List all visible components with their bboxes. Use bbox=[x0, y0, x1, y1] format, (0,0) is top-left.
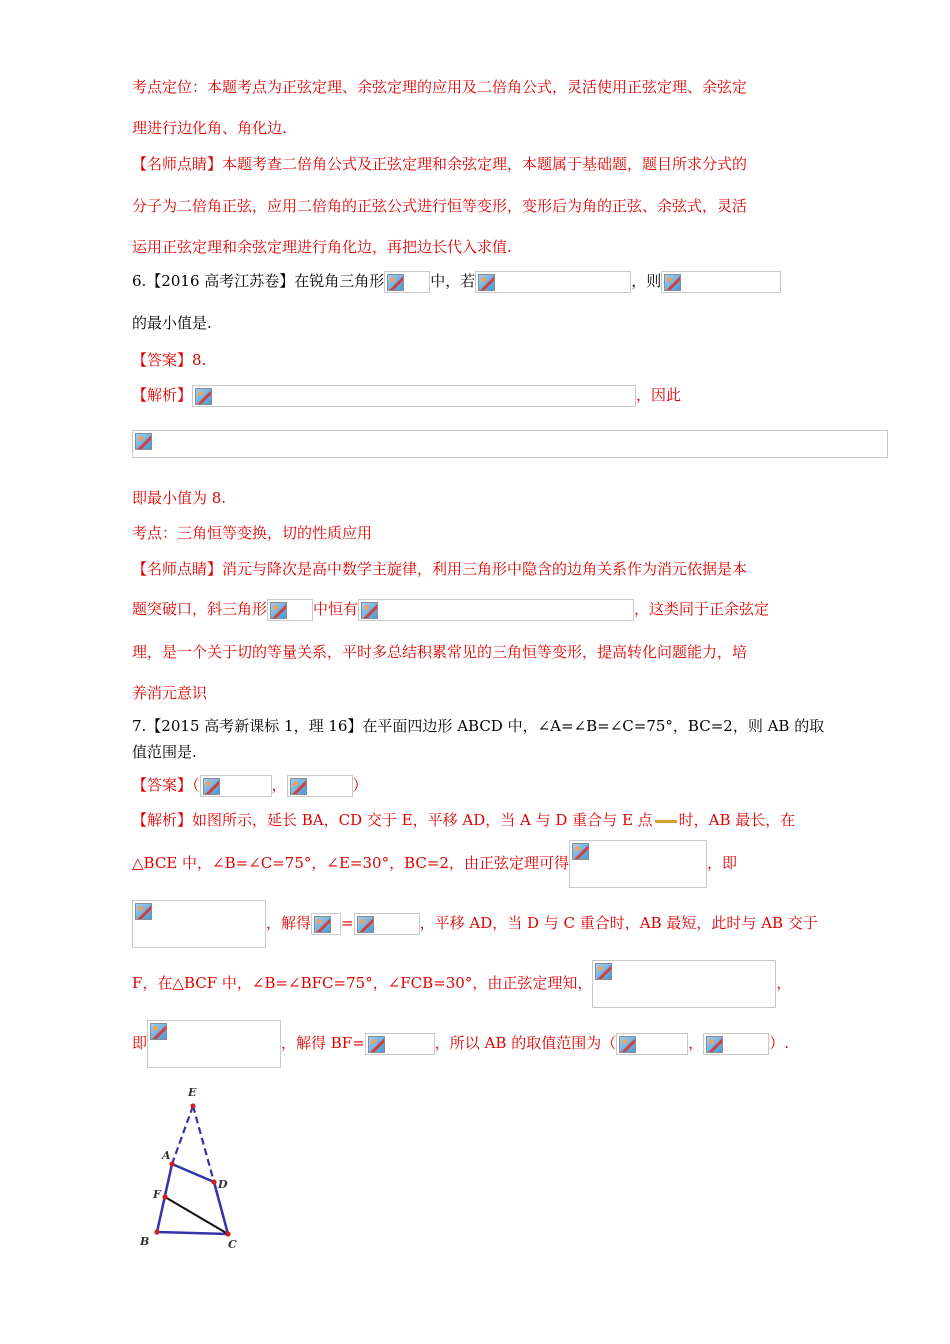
point-a bbox=[169, 1161, 174, 1166]
q6-tip-text-c: ，这类同于正余弦定 bbox=[634, 600, 770, 618]
q7-answer-c: ） bbox=[352, 776, 368, 794]
formula-image bbox=[200, 775, 272, 797]
q6-question-line-2: 的最小值是. bbox=[132, 314, 212, 332]
broken-image-icon bbox=[595, 963, 612, 980]
formula-image bbox=[358, 599, 634, 621]
q6-question-line bbox=[132, 270, 781, 293]
broken-image-icon bbox=[195, 388, 212, 405]
formula-image bbox=[192, 385, 636, 407]
q7-solution-h: F，在△BCF 中，∠B=∠BFC=75°，∠FCB=30°，由正弦定理知， bbox=[132, 974, 593, 992]
segment-bc bbox=[157, 1232, 228, 1234]
q6-text-c: ，则 bbox=[631, 272, 662, 290]
mingshi-line-1: 【名师点睛】本题考查二倍角公式及正弦定理和余弦定理，本题属于基础题，题目所求分式的 bbox=[132, 155, 748, 173]
dashed-line-de bbox=[193, 1106, 214, 1182]
q7-answer-b: ， bbox=[271, 776, 287, 794]
formula-image bbox=[592, 960, 776, 1008]
broken-image-icon bbox=[135, 433, 152, 450]
kaodian-line-2: 理进行边化角、角化边. bbox=[132, 119, 287, 137]
q7-solution-g: ，平移 AD，当 D 与 C 重合时，AB 最短，此时与 AB 交于 bbox=[419, 914, 818, 932]
point-e bbox=[190, 1103, 195, 1108]
broken-image-icon bbox=[135, 903, 152, 920]
q7-answer-line bbox=[132, 774, 368, 797]
formula-image bbox=[147, 1020, 281, 1068]
q7-solution-l: ，所以 AB 的取值范围为（ bbox=[434, 1034, 617, 1052]
point-f bbox=[162, 1194, 167, 1199]
broken-image-icon bbox=[478, 274, 495, 291]
q6-analysis-label: 【解析】 bbox=[132, 386, 193, 404]
formula-image bbox=[311, 913, 341, 935]
q6-tip-line-3: 理，是一个关于切的等量关系，平时多总结积累常见的三角恒等变形，提高转化问题能力，培 bbox=[132, 643, 748, 661]
broken-image-icon bbox=[361, 602, 378, 619]
broken-image-icon bbox=[270, 602, 287, 619]
broken-image-icon bbox=[368, 1036, 385, 1053]
q7-solution-f: = bbox=[341, 914, 354, 932]
underline-mark bbox=[655, 820, 677, 823]
formula-image bbox=[365, 1033, 435, 1055]
q7-solution-n: ）. bbox=[769, 1034, 789, 1052]
q7-solution-a: 【解析】如图所示，延长 BA，CD 交于 E，平移 AD，当 A 与 D 重合与 E 点 bbox=[132, 811, 653, 829]
q7-solution-line-2 bbox=[132, 840, 737, 888]
q6-tip-line-2 bbox=[132, 598, 769, 621]
point-c bbox=[225, 1231, 230, 1236]
q7-solution-line-5 bbox=[132, 1020, 789, 1068]
label-e: E bbox=[188, 1086, 197, 1099]
label-a: A bbox=[162, 1149, 171, 1162]
q7-solution-b: 时，AB 最长，在 bbox=[678, 811, 796, 829]
broken-image-icon bbox=[706, 1036, 723, 1053]
broken-image-icon bbox=[290, 778, 307, 795]
q7-solution-line-4 bbox=[132, 960, 791, 1008]
q7-solution-line-1 bbox=[132, 809, 795, 831]
formula-image bbox=[616, 1033, 688, 1055]
formula-image bbox=[475, 271, 631, 293]
broken-image-icon bbox=[619, 1036, 636, 1053]
q7-question-line-1: 7.【2015 高考新课标 1，理 16】在平面四边形 ABCD 中，∠A=∠B=∠C=75°，BC=2，则 AB 的取 bbox=[132, 717, 825, 735]
label-c: C bbox=[228, 1238, 237, 1251]
q7-solution-line-3 bbox=[132, 900, 818, 948]
label-d: D bbox=[218, 1178, 228, 1191]
broken-image-icon bbox=[357, 916, 374, 933]
q6-tip-line-4: 养消元意识 bbox=[132, 684, 208, 702]
geometry-figure bbox=[130, 1080, 260, 1255]
q6-kaodian: 考点：三角恒等变换，切的性质应用 bbox=[132, 524, 373, 542]
formula-image bbox=[569, 840, 707, 888]
q6-therefore: ，因此 bbox=[636, 386, 682, 404]
q7-solution-i: ， bbox=[776, 974, 792, 992]
q6-tip-text-b: 中恒有 bbox=[313, 600, 359, 618]
q6-analysis-line bbox=[132, 384, 681, 407]
formula-image bbox=[354, 913, 420, 935]
label-b: B bbox=[140, 1235, 150, 1248]
broken-image-icon bbox=[664, 274, 681, 291]
formula-image bbox=[287, 775, 353, 797]
q7-solution-j: 即 bbox=[132, 1034, 148, 1052]
segment-ad bbox=[172, 1164, 214, 1182]
broken-image-icon bbox=[314, 916, 331, 933]
broken-image-icon bbox=[150, 1023, 167, 1040]
dashed-line-ae bbox=[172, 1106, 193, 1164]
q6-text-a: 6.【2016 高考江苏卷】在锐角三角形 bbox=[132, 272, 385, 290]
q6-tip-text-a: 题突破口，斜三角形 bbox=[132, 600, 268, 618]
q7-solution-d: ，即 bbox=[706, 854, 737, 872]
q7-question-line-2: 值范围是. bbox=[132, 743, 197, 761]
broken-image-icon bbox=[203, 778, 220, 795]
kaodian-line-1: 考点定位：本题考点为正弦定理、余弦定理的应用及二倍角公式，灵活使用正弦定理、余弦定 bbox=[132, 78, 748, 96]
q7-solution-k: ，解得 BF= bbox=[281, 1034, 365, 1052]
formula-image bbox=[267, 599, 313, 621]
formula-image bbox=[384, 271, 430, 293]
label-f: F bbox=[153, 1188, 161, 1201]
q6-text-b: 中，若 bbox=[430, 272, 476, 290]
point-d bbox=[211, 1179, 216, 1184]
q6-tip-line-1: 【名师点睛】消元与降次是高中数学主旋律，利用三角形中隐含的边角关系作为消元依据是本 bbox=[132, 560, 748, 578]
q7-solution-c: △BCE 中，∠B=∠C=75°，∠E=30°，BC=2，由正弦定理可得 bbox=[132, 854, 569, 872]
formula-image bbox=[661, 271, 781, 293]
mingshi-line-2: 分子为二倍角正弦，应用二倍角的正弦公式进行恒等变形，变形后为角的正弦、余弦式，灵活 bbox=[132, 197, 748, 215]
broken-image-icon bbox=[387, 274, 404, 291]
formula-image bbox=[132, 430, 888, 458]
q6-long-formula-line bbox=[132, 430, 888, 458]
formula-image bbox=[703, 1033, 769, 1055]
q6-min: 即最小值为 8. bbox=[132, 489, 227, 507]
q7-solution-e: ，解得 bbox=[266, 914, 312, 932]
q7-solution-m: ， bbox=[688, 1034, 704, 1052]
formula-image bbox=[132, 900, 266, 948]
broken-image-icon bbox=[572, 843, 589, 860]
q7-answer-a: 【答案】（ bbox=[132, 776, 200, 794]
q6-answer: 【答案】8. bbox=[132, 351, 207, 369]
point-b bbox=[154, 1229, 159, 1234]
mingshi-line-3: 运用正弦定理和余弦定理进行角化边，再把边长代入求值. bbox=[132, 238, 512, 256]
